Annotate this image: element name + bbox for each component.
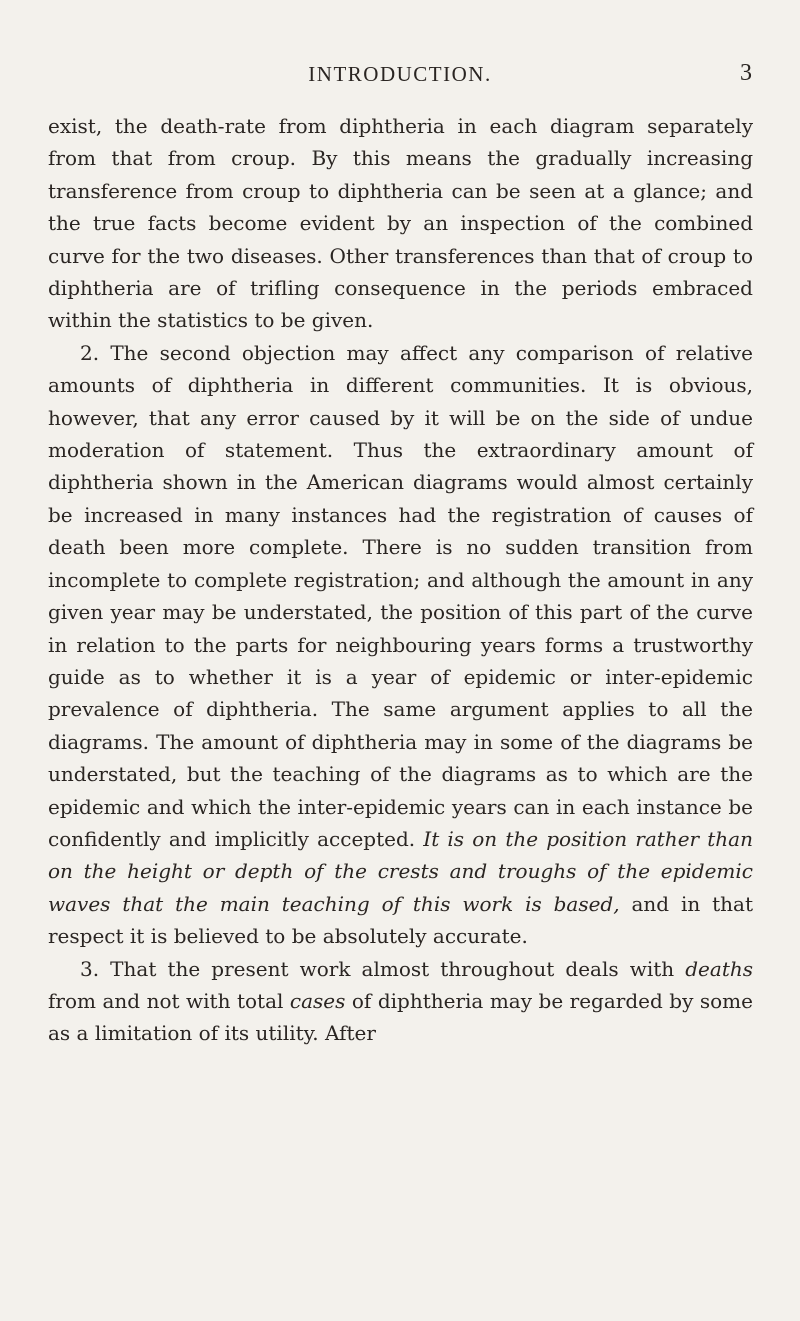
paragraph-second-objection xyxy=(48,337,753,953)
text-run: and in that respect it is believed to be absolutely accurate. xyxy=(48,891,753,949)
page-number: 3 xyxy=(740,60,752,86)
text-run: of diphtheria may be regarded by some as a limitation of its utility. After xyxy=(48,988,753,1046)
running-head xyxy=(0,62,800,92)
paragraph-continuation xyxy=(48,110,753,337)
italic-text-run: deaths xyxy=(685,956,753,981)
text-run: from and not with total xyxy=(48,988,290,1013)
text-run: 3. That the present work almost throughout deals with xyxy=(80,956,686,981)
italic-text-run: It is on the position rather than on the height or depth of the crests and troughs of the epidemic waves that the main teaching of this work is based, xyxy=(48,826,753,916)
body-text xyxy=(48,110,753,1050)
italic-text-run: cases xyxy=(289,988,346,1013)
running-title: INTRODUCTION. xyxy=(308,62,492,86)
text-run: 2. The second objection may affect any comparison of relative amounts of diphtheria in different communities. It is obvious, however, that any error caused by it will be on the side of undue moderation of statement. Thus the extraordinary amount of diphtheria shown in the American diagrams would almost certainly be increased in many instances had the registration of causes of death been more complete. There is no sudden transition from incomplete to complete registration; and although the amount in any given year may be understated, the position of this part of the curve in relation to the parts for neighbouring years forms a trustworthy guide as to whether it is a year of epidemic or inter-epidemic prevalence of diphtheria. The same argument applies to all the diagrams. The amount of diphtheria may in some of the diagrams be understated, but the teaching of the diagrams as to which are the epidemic and which the inter-epidemic years can in each instance be confidently and implicitly accepted. xyxy=(48,340,753,851)
text-run: exist, the death-rate from diphtheria in each diagram separately from that from croup. By this means the gradually increasing transference from croup to diphtheria can be seen at a glance; and the true facts become evident by an inspection of the combined curve for the two diseases. Other transferences than that of croup to diphtheria are of trifling consequence in the periods embraced within the statistics to be given. xyxy=(48,114,753,333)
paragraph-third-objection xyxy=(48,953,753,1050)
